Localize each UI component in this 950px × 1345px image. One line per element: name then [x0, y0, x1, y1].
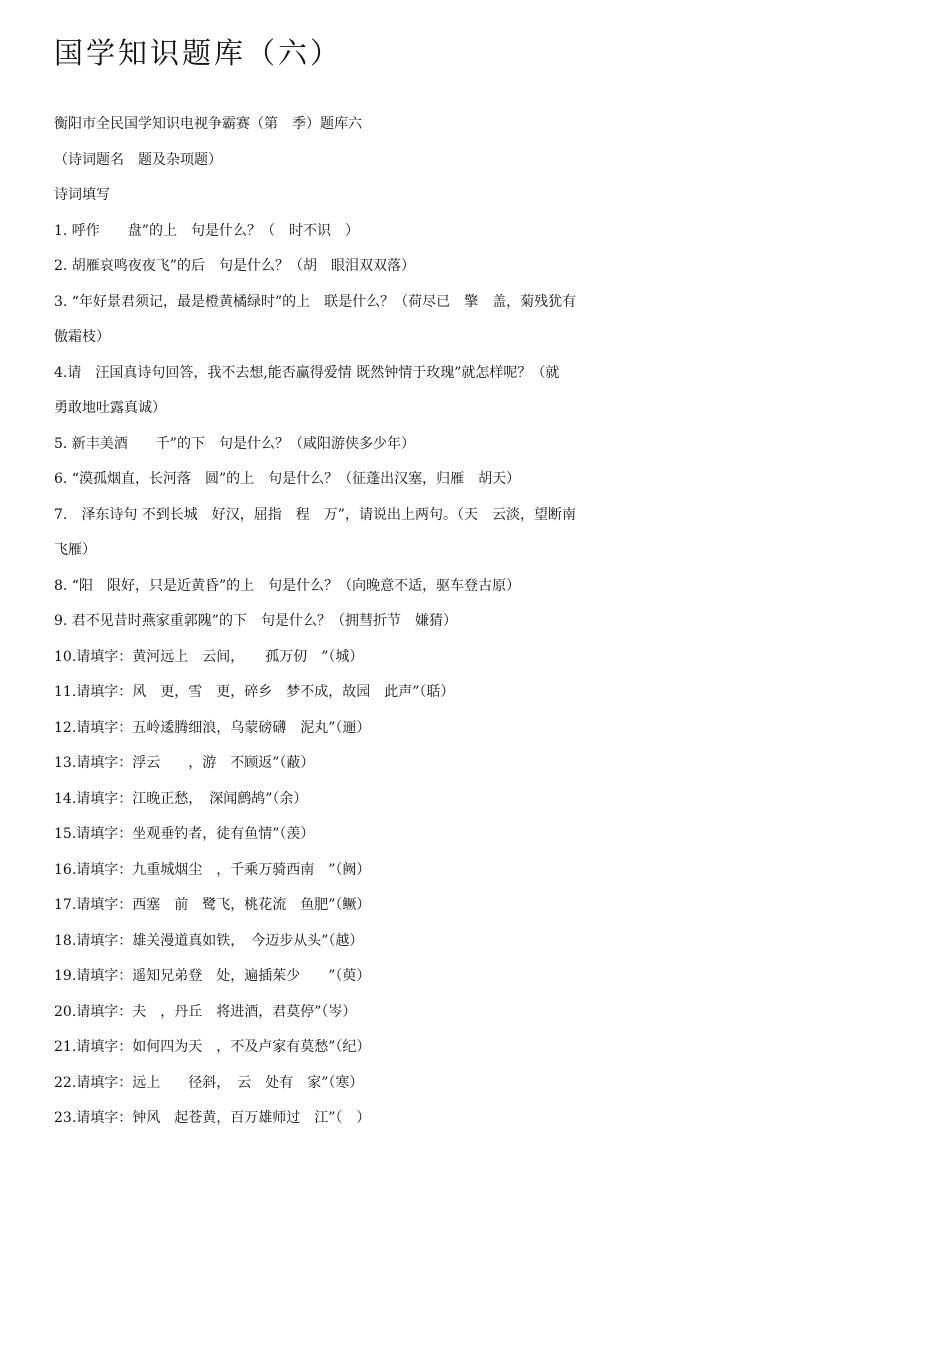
document-title: 国学知识题库（六） [54, 36, 343, 70]
text-line: 4.请 汪国真诗句回答，我不去想,能否赢得爱情 既然钟情于玫瑰”就怎样呢？（就 [54, 364, 560, 381]
text-line: 14.请填字：江晚正愁， 深闻鹧鸪”（余） [54, 790, 308, 807]
text-line: 飞雁） [54, 542, 96, 558]
text-line: 16.请填字：九重城烟尘 ，千乘万骑西南 ”（阙） [54, 861, 371, 878]
text-line: 12.请填字：五岭逶腾细浪，乌蒙磅礴 泥丸”（逦） [54, 719, 371, 736]
text-line: 11.请填字：风 更，雪 更，碎乡 梦不成，故园 此声”（聒） [54, 684, 455, 700]
document-page [54, 32, 654, 1144]
text-line: 18.请填字：雄关漫道真如铁， 今迈步从头”（越） [54, 932, 364, 949]
text-line: 5. 新丰美酒 千”的下 句是什么？（咸阳游侠多少年） [54, 435, 415, 452]
text-line: 3. “年好景君须记，最是橙黄橘绿时”的上 联是什么？（荷尽已 擎 盖，菊残犹有 [54, 293, 577, 310]
text-line: 19.请填字：遥知兄弟登 处，遍插茱少 ”（萸） [54, 968, 371, 984]
text-line: 10.请填字：黄河远上 云间， 孤万仞 ”（城） [54, 648, 364, 665]
text-line: 15.请填字：坐观垂钓者，徒有鱼情”（羡） [54, 826, 315, 842]
question-list [54, 114, 654, 1128]
text-line: 6. “漠孤烟直，长河落 圆”的上 句是什么？（征蓬出汉塞，归雁 胡天） [54, 471, 521, 487]
text-line: 22.请填字：远上 径斜， 云 处有 家”（寒） [54, 1074, 364, 1091]
text-line: 傲霜枝） [54, 329, 110, 345]
text-line: 20.请填字：夫 ，丹丘 将进酒，君莫停”（岑） [54, 1003, 357, 1020]
text-line: 衡阳市全民国学知识电视争霸赛（第 季）题库六 [54, 116, 362, 132]
text-line: 诗词填写 [54, 187, 110, 203]
text-line: 8. “阳 限好，只是近黄昏”的上 句是什么？（向晚意不适，驱车登古原） [54, 577, 521, 594]
text-line: 9. 君不见昔时燕家重郭隗”的下 句是什么？（拥彗折节 嫌猜） [54, 613, 457, 629]
text-line: 17.请填字：西塞 前 鹭飞，桃花流 鱼肥”（鳜） [54, 897, 371, 913]
text-line: 1. 呼作 盘”的上 句是什么？（ 时不识 ） [54, 222, 359, 239]
text-line: 2. 胡雁哀鸣夜夜飞”的后 句是什么？（胡 眼泪双双落） [54, 258, 415, 274]
text-line: 21.请填字：如何四为天 ，不及卢家有莫愁”（纪） [54, 1039, 371, 1055]
text-line: 23.请填字：钟风 起苍黄，百万雄师过 江”（ ） [54, 1110, 371, 1126]
text-line: 13.请填字：浮云 ，游 不顾返”（蔽） [54, 755, 315, 771]
text-line: 勇敢地吐露真诚） [54, 400, 166, 416]
text-line: 7. 泽东诗句 不到长城 好汉，屈指 程 万”，请说出上两句。（天 云淡，望断南 [54, 506, 576, 523]
text-line: （诗词题名 题及杂项题） [54, 151, 222, 168]
